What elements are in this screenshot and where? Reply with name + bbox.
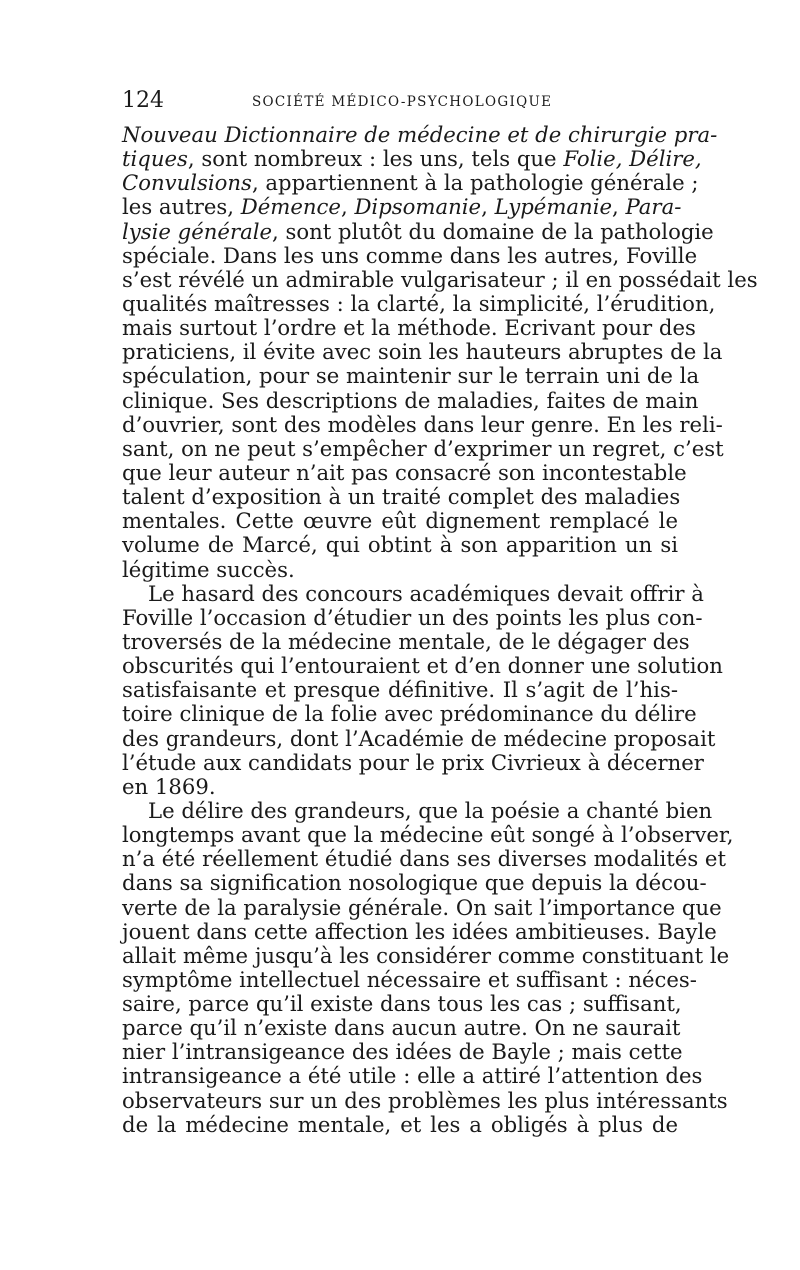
text-line: jouent dans cette affection les idées ambitieuses. Bayle bbox=[122, 918, 717, 944]
text-line: Le hasard des concours académiques devait offrir à bbox=[148, 580, 704, 606]
text-line: sant, on ne peut s’empêcher d’exprimer un regret, c’est bbox=[122, 435, 724, 461]
text-line: mais surtout l’ordre et la méthode. Ecrivant pour des bbox=[122, 315, 696, 341]
text-line: obscurités qui l’entouraient et d’en donner une solution bbox=[122, 653, 723, 679]
text-line: praticiens, il évite avec soin les hauteurs abruptes de la bbox=[122, 339, 723, 365]
text-line: d’ouvrier, sont des modèles dans leur genre. En les reli- bbox=[122, 411, 723, 437]
text-line: observateurs sur un des problèmes les plus intéressants bbox=[122, 1087, 728, 1113]
text-line: légitime succès. bbox=[122, 556, 295, 582]
text-line: Convulsions, appartiennent à la pathologie générale ; bbox=[122, 170, 699, 196]
running-head bbox=[122, 86, 678, 116]
text-line: volume de Marcé, qui obtint à son apparition un si bbox=[122, 532, 678, 558]
text-line: spéciale. Dans les uns comme dans les autres, Foville bbox=[122, 242, 698, 268]
text-line: tiques, sont nombreux : les uns, tels que Folie, Délire, bbox=[122, 146, 702, 172]
text-line: nier l’intransigeance des idées de Bayle ; mais cette bbox=[122, 1039, 683, 1065]
text-line: intransigeance a été utile : elle a attiré l’attention des bbox=[122, 1063, 703, 1089]
text-line: troversés de la médecine mentale, de le dégager des bbox=[122, 628, 690, 654]
page-number: 124 bbox=[122, 88, 164, 113]
text-line: des grandeurs, dont l’Académie de médecine proposait bbox=[122, 725, 716, 751]
text-line: s’est révélé un admirable vulgarisateur ; il en possédait les bbox=[122, 266, 758, 292]
text-line: Le délire des grandeurs, que la poésie a chanté bien bbox=[148, 797, 713, 823]
running-title: SOCIÉTÉ MÉDICO-PSYCHOLOGIQUE bbox=[252, 94, 553, 110]
text-line: toire clinique de la folie avec prédominance du délire bbox=[122, 701, 697, 727]
text-line: les autres, Démence, Dipsomanie, Lypémanie, Para- bbox=[122, 194, 682, 220]
text-line: parce qu’il n’existe dans aucun autre. On ne saurait bbox=[122, 1015, 681, 1041]
text-line: que leur auteur n’ait pas consacré son incontestable bbox=[122, 459, 687, 485]
text-line: en 1869. bbox=[122, 773, 216, 799]
text-line: clinique. Ses descriptions de maladies, faites de main bbox=[122, 387, 699, 413]
text-line: verte de la paralysie générale. On sait l’importance que bbox=[122, 894, 722, 920]
text-line: Foville l’occasion d’étudier un des points les plus con- bbox=[122, 604, 703, 630]
text-line: l’étude aux candidats pour le prix Civrieux à décerner bbox=[122, 749, 704, 775]
text-line: Nouveau Dictionnaire de médecine et de chirurgie pra- bbox=[122, 122, 718, 147]
text-line: lysie générale, sont plutôt du domaine de la pathologie bbox=[122, 218, 714, 244]
text-line: longtemps avant que la médecine eût songé à l’observer, bbox=[122, 822, 734, 848]
text-line: de la médecine mentale, et les a obligés à plus de bbox=[122, 1111, 678, 1137]
text-line: qualités maîtresses : la clarté, la simplicité, l’érudition, bbox=[122, 290, 716, 316]
text-line: allait même jusqu’à les considérer comme constituant le bbox=[122, 942, 730, 968]
text-line: mentales. Cette œuvre eût dignement remplacé le bbox=[122, 508, 678, 534]
text-line: satisfaisante et presque définitive. Il s’agit de l’his- bbox=[122, 677, 678, 703]
text-line: talent d’exposition à un traité complet des maladies bbox=[122, 484, 681, 510]
text-line: n’a été réellement étudié dans ses diverses modalités et bbox=[122, 846, 726, 872]
body-text bbox=[122, 122, 758, 1137]
text-line: saire, parce qu’il existe dans tous les cas ; suffisant, bbox=[122, 991, 682, 1017]
text-line: spéculation, pour se maintenir sur le terrain uni de la bbox=[122, 363, 700, 389]
text-line: symptôme intellectuel nécessaire et suffisant : néces- bbox=[122, 966, 697, 992]
text-line: dans sa signification nosologique que depuis la décou- bbox=[122, 870, 707, 896]
